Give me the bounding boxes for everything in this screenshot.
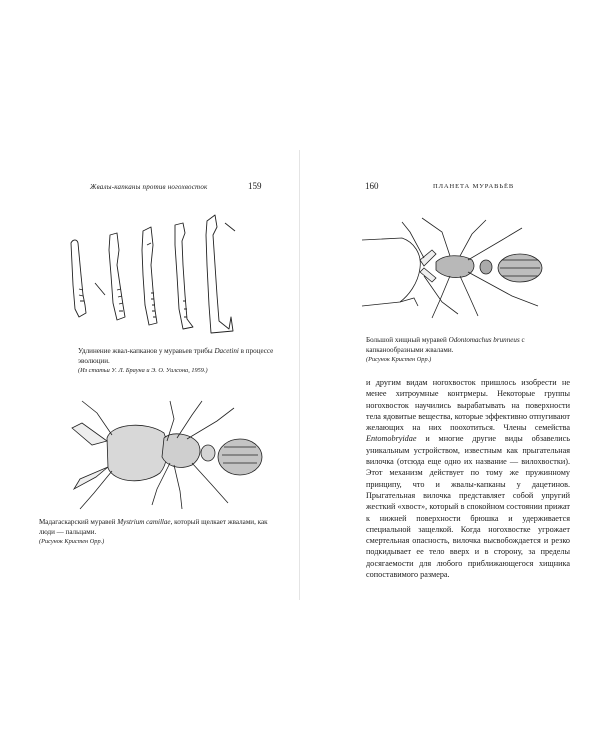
body-paragraph: и другим видам ногохвосток пришлось изобрести не менее хитроумные контрмеры. Некоторые группы ногохвосток научились вырабатывать на поверхности тела ядовитые вещества, которые эффективно отпугивают желающих на них поохотиться. Члены семейства Entomobryidae и многие другие виды обзавелись уникальным устройством, известным как прыгательная вилочка (отсюда еще одно их название — вилохвостки). Этот механизм действует по тому же пружинному принципу, что и жвалы-капканы у дацетинов. Прыгательная вилочка представляет собой упругий жесткий «хвост», который в спокойном состоянии прижат к нижней поверхности брюшка и удерживается специальной защелкой. Когда ногохвостке угрожает смертельная опасность, вилочка высвобождается и резко подкидывает ее тело вверх и в сторону, за пределы досягаемости для любого приближающегося хищника сопоставимого размера.	[366, 378, 570, 580]
right-figure-caption: Большой хищный муравей Odontomachus brunneus с капканообразными жвалами. (Рисунок Кристен Орр.)	[366, 336, 525, 364]
right-page-number: 160	[365, 181, 379, 191]
left-page-number: 159	[248, 181, 262, 191]
odontomachus-ant-illustration	[362, 210, 572, 325]
mandible-evolution-figure	[65, 205, 250, 345]
figure1-caption: Удлинение жвал-капканов у муравьев трибы Dacetini в процессе эволюции. (Из статьи У. Л. Брауна и Э. О. Уилсона, 1959.)	[78, 347, 274, 375]
right-page	[318, 0, 570, 750]
left-page	[30, 0, 280, 750]
left-running-head: Жвалы-капканы против ногохвосток	[90, 183, 208, 191]
mystrium-ant-illustration	[52, 393, 292, 513]
figure2-caption: Мадагаскарский муравей Mystrium camillae, который щелкает жвалами, как люди — пальцами. (Рисунок Кристен Орр.)	[39, 518, 268, 546]
right-running-head: ПЛАНЕТА МУРАВЬЁВ	[433, 183, 515, 190]
